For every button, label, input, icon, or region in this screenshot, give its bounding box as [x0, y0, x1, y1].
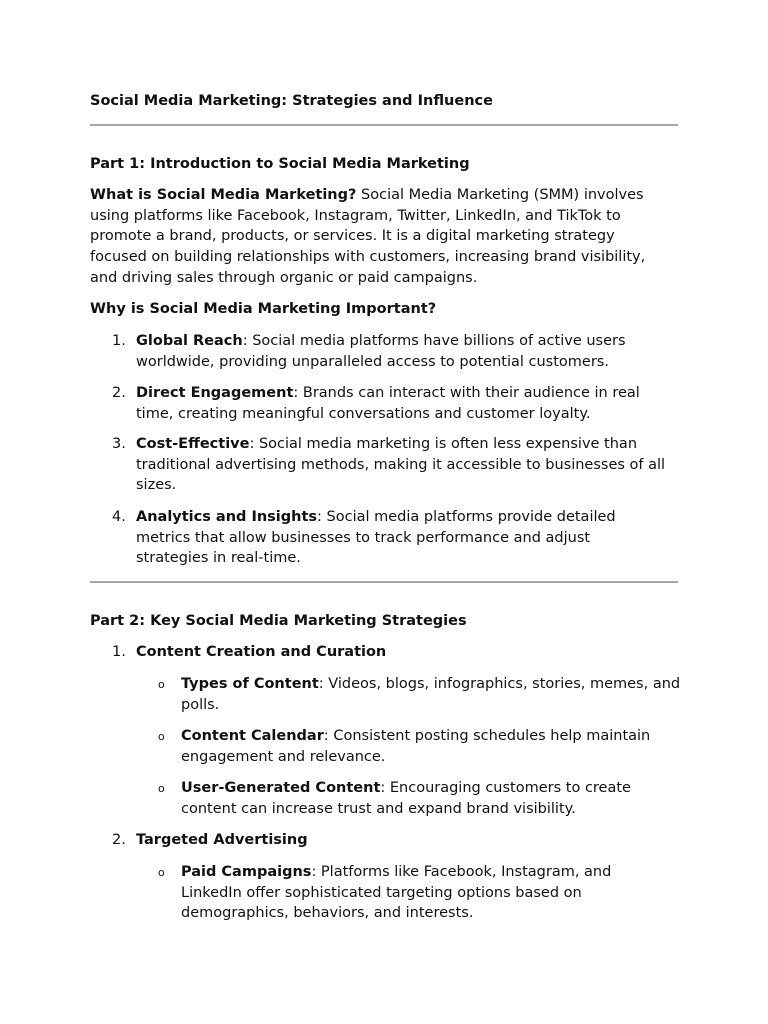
bullet-icon: o	[158, 782, 165, 795]
sub-list-item: Content Calendar: Consistent posting schedules help maintain engagement and relevance.	[181, 728, 651, 765]
list-item: Content Creation and Curation	[136, 644, 387, 660]
what-is-paragraph: What is Social Media Marketing? Social Media Marketing (SMM) involves using platforms like Facebook, Instagram, Twitter, LinkedIn, and TikTok to promote a brand, products, or services. It is a digital marketing strategy focused on building relationships with customers, increasing brand visibility, and driving sales through organic or paid campaigns.	[90, 187, 646, 286]
list-number: 3.	[112, 436, 126, 452]
part1-heading: Part 1: Introduction to Social Media Marketing	[90, 156, 470, 172]
sub-list-item: User-Generated Content: Encouraging customers to create content can increase trust and expand brand visibility.	[181, 780, 631, 817]
divider	[90, 124, 678, 126]
divider	[90, 581, 678, 583]
sub-list-item: Types of Content: Videos, blogs, infographics, stories, memes, and polls.	[181, 676, 681, 713]
bullet-icon: o	[158, 678, 165, 691]
bullet-icon: o	[158, 730, 165, 743]
list-item: Targeted Advertising	[136, 832, 308, 848]
list-item: Direct Engagement: Brands can interact with their audience in real time, creating meaningful conversations and customer loyalty.	[136, 385, 640, 422]
list-number: 1.	[112, 333, 126, 349]
part2-heading: Part 2: Key Social Media Marketing Strategies	[90, 613, 467, 629]
list-number: 4.	[112, 509, 126, 525]
sub-list-item: Paid Campaigns: Platforms like Facebook, Instagram, and LinkedIn offer sophisticated targeting options based on demographics, behaviors, and interests.	[181, 864, 612, 922]
list-number: 2.	[112, 832, 126, 848]
document-title: Social Media Marketing: Strategies and Influence	[90, 93, 493, 109]
list-number: 2.	[112, 385, 126, 401]
bullet-icon: o	[158, 866, 165, 879]
why-heading: Why is Social Media Marketing Important?	[90, 301, 437, 317]
list-item: Analytics and Insights: Social media platforms provide detailed metrics that allow businesses to track performance and adjust strategies in real-time.	[136, 509, 616, 567]
list-item: Cost-Effective: Social media marketing is often less expensive than traditional advertising methods, making it accessible to businesses of all sizes.	[136, 436, 666, 494]
list-item: Global Reach: Social media platforms have billions of active users worldwide, providing unparalleled access to potential customers.	[136, 333, 626, 370]
list-number: 1.	[112, 644, 126, 660]
